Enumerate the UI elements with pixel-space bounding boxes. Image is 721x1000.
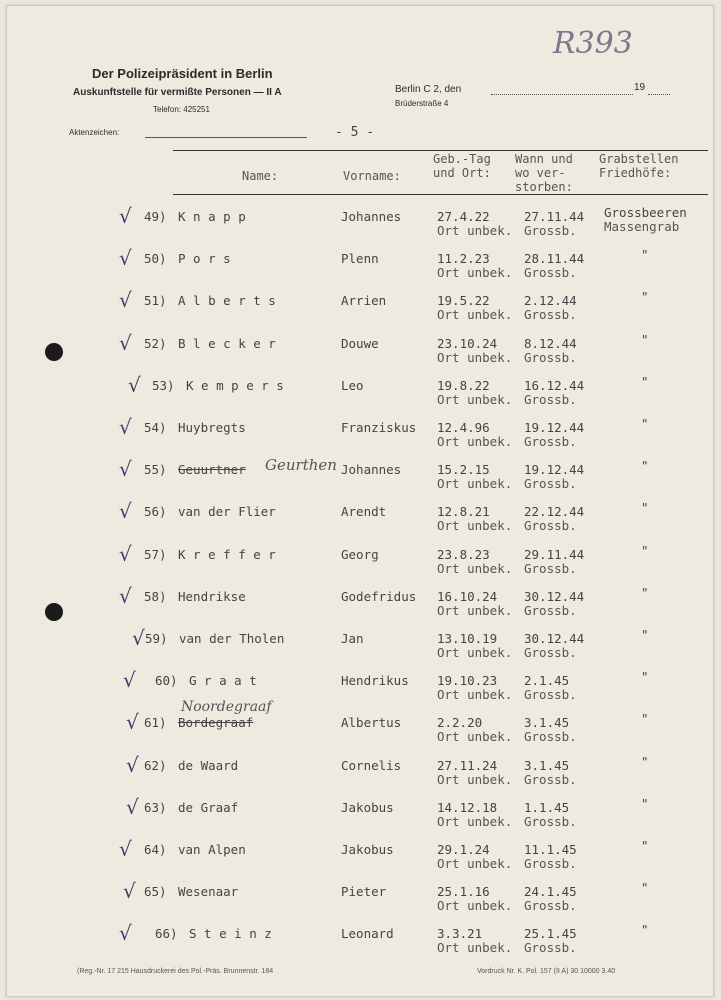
date-dotted-line (491, 94, 633, 95)
row-birth-date: 23.8.23 (437, 547, 490, 562)
row-birth-place: Ort unbek. (437, 265, 513, 280)
row-death-date: 28.11.44 (524, 251, 585, 266)
row-birth-place: Ort unbek. (437, 645, 513, 660)
row-birth-place: Ort unbek. (437, 856, 513, 871)
checkmark-icon: √ (119, 921, 132, 945)
row-grave: " (641, 247, 649, 262)
checkmark-icon: √ (119, 331, 132, 355)
row-birth-date: 19.10.23 (437, 673, 498, 688)
checkmark-icon: √ (119, 457, 132, 481)
punch-hole-top (45, 343, 63, 361)
column-header-grave: Grabstellen Friedhöfe: (599, 152, 679, 180)
row-surname: P o r s (178, 251, 231, 266)
row-death-date: 22.12.44 (524, 504, 585, 519)
row-number: 57) (144, 547, 167, 562)
year-prefix: 19 (634, 82, 646, 93)
row-birth-place: Ort unbek. (437, 603, 513, 618)
row-number: 50) (144, 251, 167, 266)
row-surname: K e m p e r s (186, 378, 284, 393)
row-number: 49) (144, 209, 167, 224)
row-surname: B l e c k e r (178, 336, 276, 351)
row-death-date: 30.12.44 (524, 631, 585, 646)
row-surname: S t e i n z (189, 926, 272, 941)
checkmark-icon: √ (119, 204, 132, 228)
page-number: - 5 - (335, 125, 375, 140)
file-reference-label: Aktenzeichen: (69, 128, 120, 137)
row-surname: Wesenaar (178, 884, 239, 899)
checkmark-icon: √ (119, 499, 132, 523)
row-birth-place: Ort unbek. (437, 940, 513, 955)
row-grave: " (641, 332, 649, 347)
row-death-place: Grossb. (524, 603, 577, 618)
row-birth-place: Ort unbek. (437, 307, 513, 322)
row-grave: " (641, 838, 649, 853)
row-death-date: 16.12.44 (524, 378, 585, 393)
checkmark-icon: √ (119, 837, 132, 861)
row-firstname: Leo (341, 378, 364, 393)
row-grave: " (641, 458, 649, 473)
row-birth-place: Ort unbek. (437, 434, 513, 449)
row-death-date: 29.11.44 (524, 547, 585, 562)
row-surname: van der Tholen (179, 631, 285, 646)
checkmark-icon: √ (128, 373, 141, 397)
row-death-place: Grossb. (524, 729, 577, 744)
checkmark-icon: √ (132, 626, 145, 650)
row-surname: K r e f f e r (178, 547, 276, 562)
checkmark-icon: √ (126, 710, 139, 734)
row-firstname: Pieter (341, 884, 387, 899)
row-grave: " (641, 711, 649, 726)
row-grave: " (641, 416, 649, 431)
row-birth-date: 29.1.24 (437, 842, 490, 857)
row-death-date: 25.1.45 (524, 926, 577, 941)
checkmark-icon: √ (119, 542, 132, 566)
row-number: 61) (144, 715, 167, 730)
row-firstname: Albertus (341, 715, 402, 730)
row-birth-date: 19.8.22 (437, 378, 490, 393)
row-grave: " (641, 585, 649, 600)
file-reference-line (145, 137, 307, 138)
row-death-place: Grossb. (524, 814, 577, 829)
footer-form-number: Vordruck Nr. K. Pol. 157 (II A) 30 10000 3.40 (477, 968, 616, 975)
row-firstname: Jakobus (341, 842, 394, 857)
row-number: 65) (144, 884, 167, 899)
row-birth-date: 23.10.24 (437, 336, 498, 351)
column-header-died: Wann und wo ver- storben: (515, 152, 573, 194)
row-firstname: Godefridus (341, 589, 417, 604)
row-birth-place: Ort unbek. (437, 350, 513, 365)
row-firstname: Arendt (341, 504, 387, 519)
row-death-place: Grossb. (524, 687, 577, 702)
row-death-place: Grossb. (524, 561, 577, 576)
row-birth-date: 11.2.23 (437, 251, 490, 266)
authority-title: Der Polizeipräsident in Berlin (92, 66, 273, 81)
location-date-label: Berlin C 2, den (395, 84, 462, 95)
checkmark-icon: √ (119, 584, 132, 608)
phone-line: Telefon: 425251 (153, 105, 210, 114)
row-birth-date: 15.2.15 (437, 462, 490, 477)
row-firstname: Plenn (341, 251, 379, 266)
row-grave-detail: Massengrab (604, 219, 680, 234)
row-firstname: Johannes (341, 209, 402, 224)
checkmark-icon: √ (126, 753, 139, 777)
row-grave: " (641, 627, 649, 642)
archive-number-annotation: R393 (553, 26, 633, 61)
row-number: 52) (144, 336, 167, 351)
row-birth-date: 2.2.20 (437, 715, 483, 730)
row-surname: K n a p p (178, 209, 246, 224)
checkmark-icon: √ (126, 795, 139, 819)
handwritten-correction-row61: Noordegraaf (181, 699, 272, 715)
row-death-place: Grossb. (524, 350, 577, 365)
row-death-place: Grossb. (524, 856, 577, 871)
row-death-place: Grossb. (524, 307, 577, 322)
column-header-name: Name: (242, 169, 279, 183)
row-death-date: 8.12.44 (524, 336, 577, 351)
row-surname: Bordegraaf (178, 715, 254, 730)
handwritten-correction-row55: Geurthen (265, 456, 337, 474)
table-top-rule (173, 150, 708, 151)
document-page (6, 5, 714, 997)
row-birth-date: 27.11.24 (437, 758, 498, 773)
row-grave: " (641, 880, 649, 895)
row-surname: de Waard (178, 758, 239, 773)
row-surname: G r a a t (189, 673, 257, 688)
row-surname: Huybregts (178, 420, 246, 435)
row-death-date: 11.1.45 (524, 842, 577, 857)
row-death-place: Grossb. (524, 772, 577, 787)
checkmark-icon: √ (123, 879, 136, 903)
punch-hole-bottom (45, 603, 63, 621)
row-surname: Hendrikse (178, 589, 246, 604)
row-birth-place: Ort unbek. (437, 392, 513, 407)
column-header-birth: Geb.-Tag und Ort: (433, 152, 491, 180)
row-grave: Grossbeeren (604, 205, 687, 220)
row-birth-date: 12.4.96 (437, 420, 490, 435)
footer-printer-note: (Reg.-Nr. 17 215 Hausdruckerei des Pol.-Präs. Brunnenstr. 184 (77, 968, 274, 975)
row-death-place: Grossb. (524, 434, 577, 449)
row-firstname: Jan (341, 631, 364, 646)
row-death-date: 3.1.45 (524, 715, 570, 730)
row-number: 66) (155, 926, 178, 941)
row-grave: " (641, 374, 649, 389)
row-birth-date: 16.10.24 (437, 589, 498, 604)
row-death-date: 19.12.44 (524, 420, 585, 435)
row-birth-place: Ort unbek. (437, 223, 513, 238)
row-number: 55) (144, 462, 167, 477)
row-firstname: Arrien (341, 293, 387, 308)
row-birth-date: 3.3.21 (437, 926, 483, 941)
row-firstname: Jakobus (341, 800, 394, 815)
row-firstname: Johannes (341, 462, 402, 477)
row-birth-place: Ort unbek. (437, 687, 513, 702)
row-birth-place: Ort unbek. (437, 476, 513, 491)
row-birth-date: 13.10.19 (437, 631, 498, 646)
row-death-place: Grossb. (524, 518, 577, 533)
row-firstname: Franziskus (341, 420, 417, 435)
row-death-date: 19.12.44 (524, 462, 585, 477)
row-death-date: 2.12.44 (524, 293, 577, 308)
row-firstname: Leonard (341, 926, 394, 941)
row-grave: " (641, 543, 649, 558)
row-grave: " (641, 669, 649, 684)
table-header-rule (173, 194, 708, 195)
row-death-date: 27.11.44 (524, 209, 585, 224)
row-grave: " (641, 754, 649, 769)
row-birth-place: Ort unbek. (437, 561, 513, 576)
row-death-date: 3.1.45 (524, 758, 570, 773)
checkmark-icon: √ (123, 668, 136, 692)
row-death-place: Grossb. (524, 940, 577, 955)
row-death-place: Grossb. (524, 392, 577, 407)
row-death-date: 2.1.45 (524, 673, 570, 688)
row-birth-place: Ort unbek. (437, 518, 513, 533)
department-line: Auskunftstelle für vermißte Personen — II A (73, 87, 282, 98)
row-death-place: Grossb. (524, 898, 577, 913)
row-number: 64) (144, 842, 167, 857)
row-birth-place: Ort unbek. (437, 729, 513, 744)
street-line: Brüderstraße 4 (395, 99, 449, 108)
row-number: 51) (144, 293, 167, 308)
checkmark-icon: √ (119, 246, 132, 270)
row-firstname: Georg (341, 547, 379, 562)
row-birth-date: 19.5.22 (437, 293, 490, 308)
row-number: 53) (152, 378, 175, 393)
row-death-place: Grossb. (524, 223, 577, 238)
row-death-place: Grossb. (524, 265, 577, 280)
column-header-firstname: Vorname: (343, 169, 401, 183)
checkmark-icon: √ (119, 288, 132, 312)
row-number: 54) (144, 420, 167, 435)
row-firstname: Douwe (341, 336, 379, 351)
row-number: 59) (145, 631, 168, 646)
row-surname: van der Flier (178, 504, 276, 519)
row-firstname: Hendrikus (341, 673, 409, 688)
row-grave: " (641, 500, 649, 515)
row-death-date: 30.12.44 (524, 589, 585, 604)
row-firstname: Cornelis (341, 758, 402, 773)
row-death-place: Grossb. (524, 476, 577, 491)
row-surname: A l b e r t s (178, 293, 276, 308)
row-surname: Geuurtner (178, 462, 246, 477)
row-birth-date: 12.8.21 (437, 504, 490, 519)
checkmark-icon: √ (119, 415, 132, 439)
row-death-date: 1.1.45 (524, 800, 570, 815)
row-number: 62) (144, 758, 167, 773)
row-number: 60) (155, 673, 178, 688)
row-birth-place: Ort unbek. (437, 898, 513, 913)
row-birth-place: Ort unbek. (437, 814, 513, 829)
row-death-place: Grossb. (524, 645, 577, 660)
row-number: 63) (144, 800, 167, 815)
row-grave: " (641, 796, 649, 811)
year-dotted-line (648, 94, 670, 95)
row-number: 56) (144, 504, 167, 519)
row-death-date: 24.1.45 (524, 884, 577, 899)
row-birth-date: 27.4.22 (437, 209, 490, 224)
row-grave: " (641, 289, 649, 304)
row-number: 58) (144, 589, 167, 604)
row-birth-date: 14.12.18 (437, 800, 498, 815)
row-grave: " (641, 922, 649, 937)
row-surname: de Graaf (178, 800, 239, 815)
row-surname: van Alpen (178, 842, 246, 857)
row-birth-date: 25.1.16 (437, 884, 490, 899)
row-birth-place: Ort unbek. (437, 772, 513, 787)
